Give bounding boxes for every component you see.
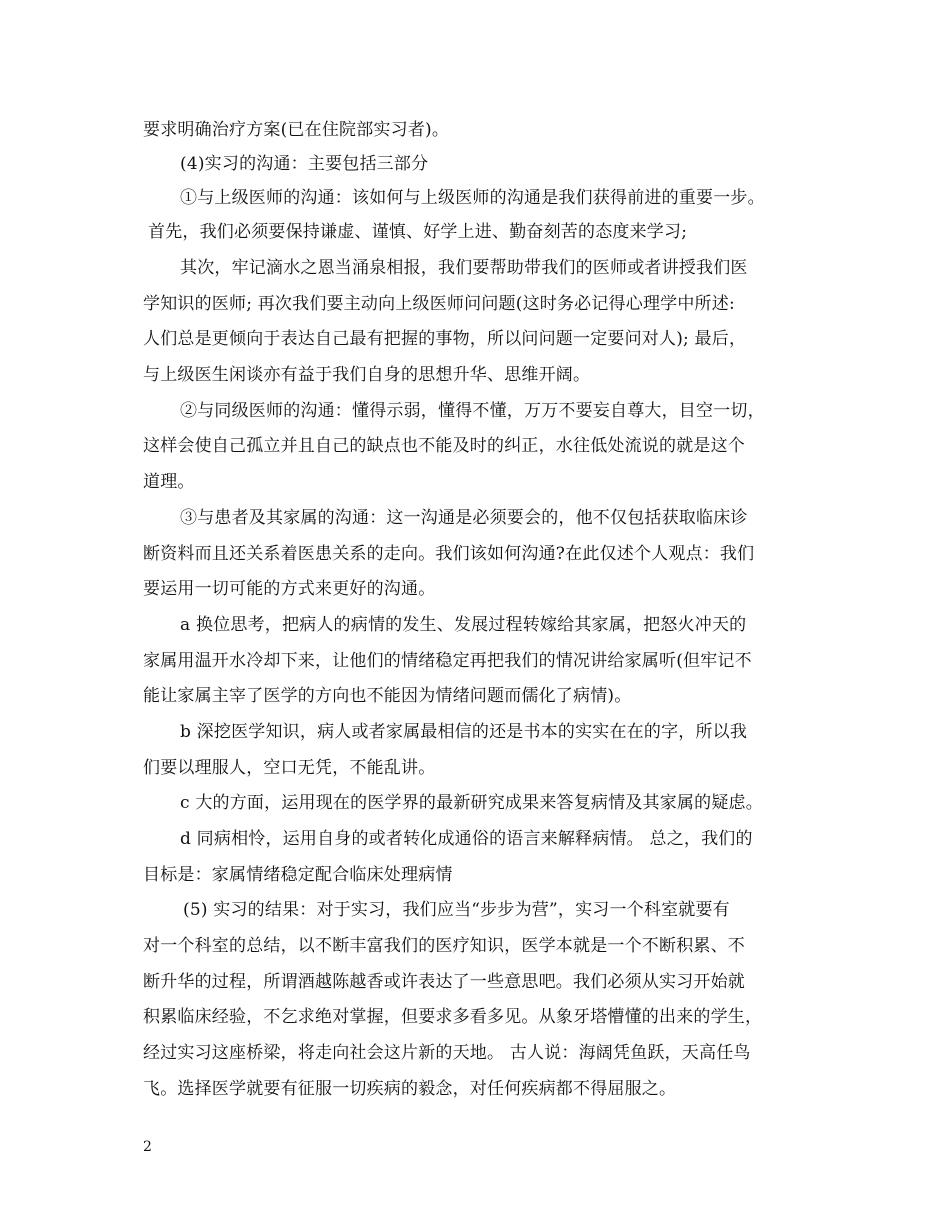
text-line: 人们总是更倾向于表达自己最有把握的事物，所以问问题一定要问对人); 最后， — [143, 329, 747, 349]
text-line: b 深挖医学知识，病人或者家属最相信的还是书本的实实在在的字，所以我 — [180, 722, 748, 742]
text-line: 首先，我们必须要保持谦虚、谨慎、好学上进、勤奋刻苦的态度来学习; — [148, 222, 688, 242]
text-line: 对一个科室的总结，以不断丰富我们的医疗知识，医学本就是一个不断积累、不 — [143, 936, 745, 956]
text-line: 积累临床经验，不乞求绝对掌握，但要求多看多见。从象牙塔懵懂的出来的学生， — [143, 1007, 763, 1027]
text-line: ②与同级医师的沟通：懂得示弱，懂得不懂，万万不要妄自尊大，目空一切， — [180, 401, 765, 421]
text-line: 其次，牢记滴水之恩当涌泉相报，我们要帮助带我们的医师或者讲授我们医 — [180, 258, 748, 278]
text-line: 道理。 — [143, 472, 195, 492]
text-line: 们要以理服人，空口无凭，不能乱讲。 — [143, 758, 436, 778]
text-line: 经过实习这座桥梁，将走向社会这片新的天地。 古人说：海阔凭鱼跃，天高任鸟 — [143, 1043, 751, 1063]
text-line: 能让家属主宰了医学的方向也不能因为情绪问题而儒化了病情)。 — [143, 686, 632, 706]
text-line: 要运用一切可能的方式来更好的沟通。 — [143, 579, 436, 599]
text-line: 要求明确治疗方案(已在住院部实习者)。 — [143, 120, 450, 140]
text-line: d 同病相怜，运用自身的或者转化成通俗的语言来解释病情。 总之，我们的 — [180, 829, 753, 849]
text-line: 与上级医生闲谈亦有益于我们自身的思想升华、思维开阔。 — [143, 365, 591, 385]
text-line: 家属用温开水冷却下来，让他们的情绪稳定再把我们的情况讲给家属听(但牢记不 — [143, 651, 752, 671]
text-line: ③与患者及其家属的沟通：这一沟通是必须要会的，他不仅包括获取临床诊 — [180, 508, 748, 528]
text-line: ①与上级医师的沟通：该如何与上级医师的沟通是我们获得前进的重要一步。 — [180, 188, 765, 208]
text-line: 学知识的医师; 再次我们要主动向上级医师问问题(这时务必记得心理学中所述: — [143, 294, 735, 314]
text-line: (5) 实习的结果：对于实习，我们应当“步步为营”，实习一个科室就要有 — [183, 900, 730, 920]
text-line: 目标是：家属情绪稳定配合临床处理病情 — [143, 865, 453, 885]
text-line: 断升华的过程，所谓酒越陈越香或许表达了一些意思吧。我们必须从实习开始就 — [143, 972, 745, 992]
text-line: a 换位思考，把病人的病情的发生、发展过程转嫁给其家属，把怒火冲天的 — [180, 615, 747, 635]
text-line: c 大的方面，运用现在的医学界的最新研究成果来答复病情及其家属的疑虑。 — [180, 793, 763, 813]
text-line: (4)实习的沟通：主要包括三部分 — [180, 154, 429, 174]
text-line: 断资料而且还关系着医患关系的走向。我们该如何沟通?在此仅述个人观点：我们 — [143, 544, 755, 564]
page-number: 2 — [143, 1139, 152, 1155]
text-line: 这样会使自己孤立并且自己的缺点也不能及时的纠正，水往低处流说的就是这个 — [143, 436, 745, 456]
text-line: 飞。选择医学就要有征服一切疾病的毅念，对任何疾病都不得屈服之。 — [143, 1079, 677, 1099]
